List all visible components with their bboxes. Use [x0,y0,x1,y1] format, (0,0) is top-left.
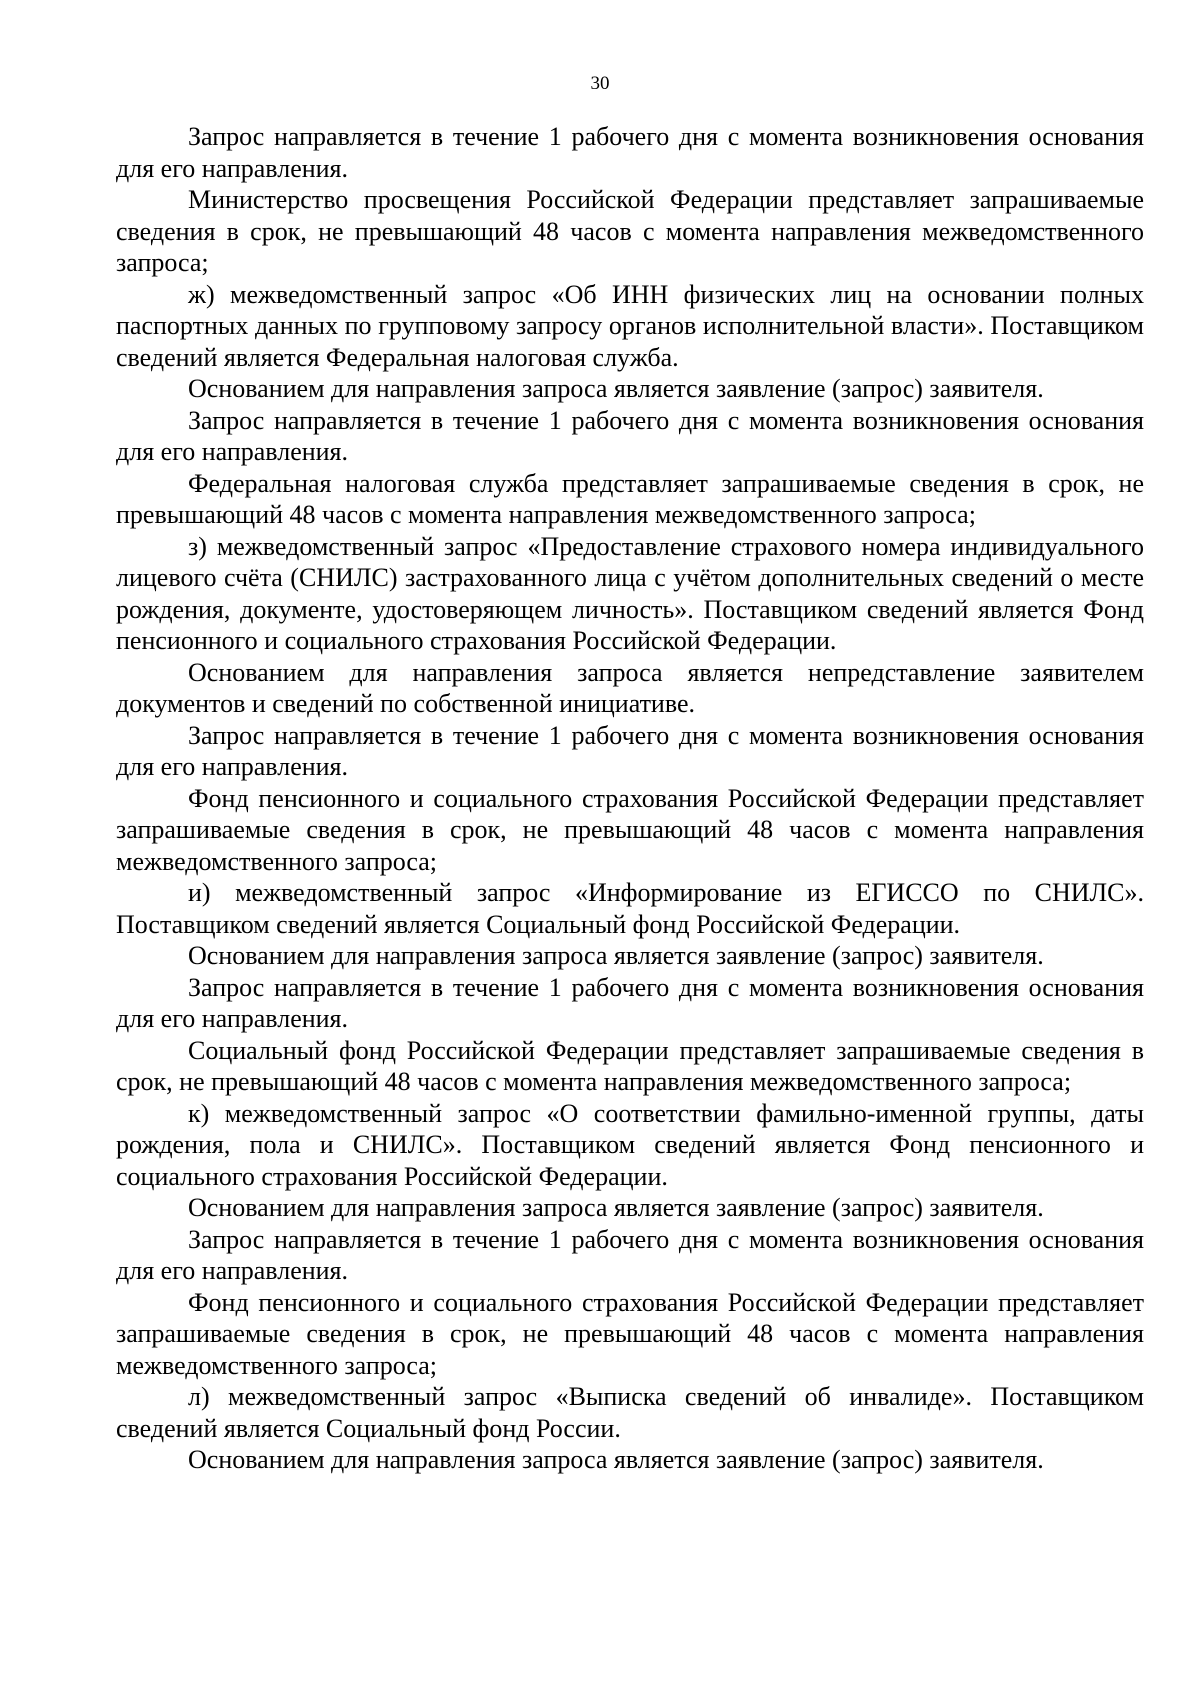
paragraph: Фонд пенсионного и социального страхования Российской Федерации представляет запрашиваемые сведения в срок, не превышающий 48 часов с момента направления межведомственного запроса; [116,783,1144,876]
paragraph: Запрос направляется в течение 1 рабочего дня с момента возникновения основания для его направления. [116,972,1144,1033]
paragraph: Запрос направляется в течение 1 рабочего дня с момента возникновения основания для его направления. [116,122,1144,183]
paragraph: Запрос направляется в течение 1 рабочего дня с момента возникновения основания для его направления. [116,1224,1144,1285]
paragraph: Министерство просвещения Российской Федерации представляет запрашиваемые сведения в срок, не превышающий 48 часов с момента направления межведомственного запроса; [116,185,1144,277]
paragraph: Основанием для направления запроса является заявление (запрос) заявителя. [188,941,1044,970]
paragraph: з) межведомственный запрос «Предоставление страхового номера индивидуального лицевого счёта (СНИЛС) застрахованного лица с учётом дополнительных сведений о месте рождения, документе, удостоверяющем личность». Поставщиком сведений является Фонд пенсионного и социального страхования Российской Федерации. [116,531,1144,655]
paragraph: ж) межведомственный запрос «Об ИНН физических лиц на основании полных паспортных данных по групповому запросу органов исполнительной власти». Поставщиком сведений является Федеральная налоговая служба. [116,279,1144,372]
paragraph: и) межведомственный запрос «Информирование из ЕГИССО по СНИЛС». Поставщиком сведений является Социальный фонд Российской Федерации. [116,878,1144,939]
paragraph: Федеральная налоговая служба представляет запрашиваемые сведения в срок, не превышающий 48 часов с момента направления межведомственного запроса; [116,468,1144,529]
paragraph: Основанием для направления запроса является заявление (запрос) заявителя. [188,1445,1044,1474]
paragraph: Основанием для направления запроса является заявление (запрос) заявителя. [188,1193,1044,1222]
paragraph: Социальный фонд Российской Федерации представляет запрашиваемые сведения в срок, не превышающий 48 часов с момента направления межведомственного запроса; [116,1035,1144,1096]
paragraph: л) межведомственный запрос «Выписка сведений об инвалиде». Поставщиком сведений является Социальный фонд России. [116,1382,1144,1443]
paragraph: Запрос направляется в течение 1 рабочего дня с момента возникновения основания для его направления. [116,405,1144,466]
page-number: 30 [590,73,610,94]
paragraph: Основанием для направления запроса является заявление (запрос) заявителя. [188,374,1044,403]
paragraph: Основанием для направления запроса является непредставление заявителем документов и сведений по собственной инициативе. [116,657,1144,718]
paragraph: Запрос направляется в течение 1 рабочего дня с момента возникновения основания для его направления. [116,720,1144,781]
paragraph: к) межведомственный запрос «О соответствии фамильно-именной группы, даты рождения, пола и СНИЛС». Поставщиком сведений является Фонд пенсионного и социального страхования Российской Федерации. [116,1098,1144,1191]
document-body [116,121,1144,1476]
paragraph: Фонд пенсионного и социального страхования Российской Федерации представляет запрашиваемые сведения в срок, не превышающий 48 часов с момента направления межведомственного запроса; [116,1287,1144,1380]
